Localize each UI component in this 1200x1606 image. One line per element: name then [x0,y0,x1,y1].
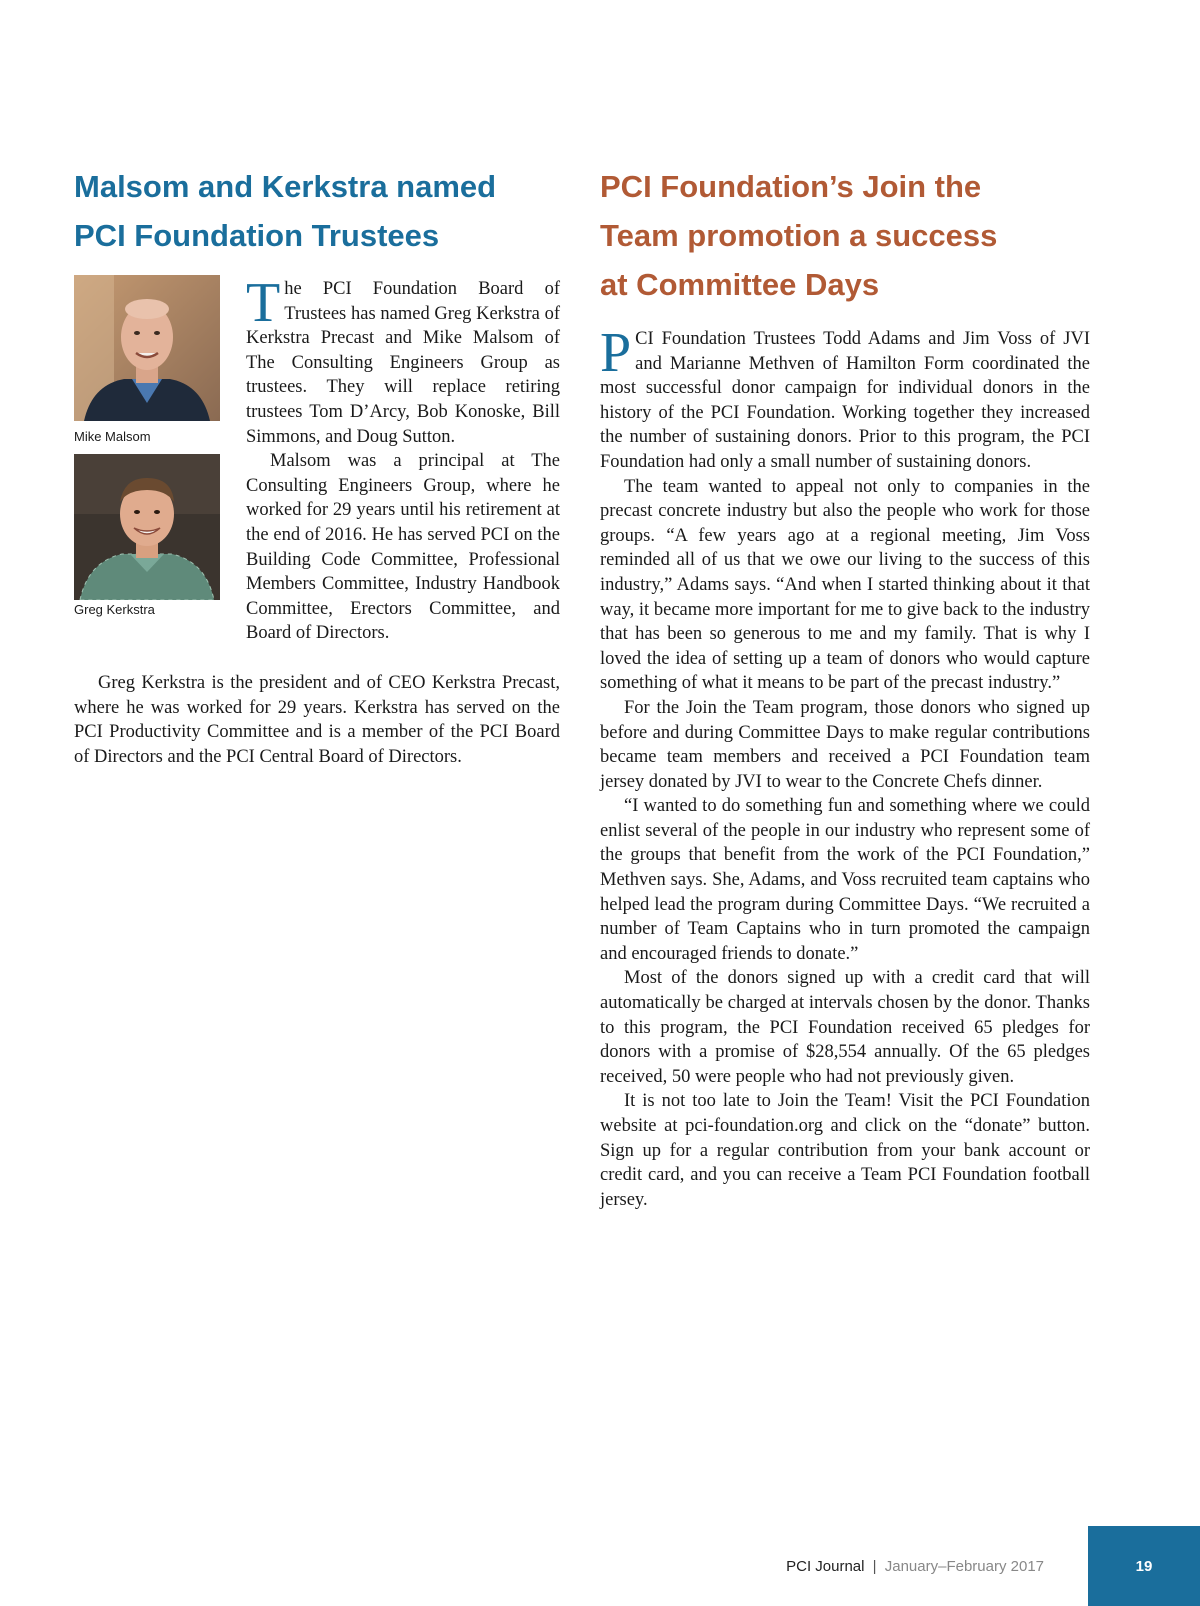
left-title-line-1: Malsom and Kerkstra named [74,169,497,204]
mike-malsom-photo [74,275,220,421]
footer-separator: | [872,1558,877,1575]
right-paragraph-1-text: CI Foundation Trustees Todd Adams and Jim Voss of JVI and Marianne Methven of Hamilton Form coordinated the most successful donor campaign for individual donors in the history of the PCI Foundation. Working together they increased the number of sustaining donors. Prior to this program, the PCI Foundation had only a small number of sustaining donors. [600,329,1090,472]
footer-journal-name: PCI Journal [786,1558,865,1575]
right-article-title [600,162,1120,309]
footer-running-head [786,1558,1044,1575]
page-number: 19 [1135,1558,1153,1575]
right-article-body [600,322,1090,1212]
right-paragraph-6: It is not too late to Join the Team! Visit the PCI Foundation website at pci-foundation.org and click on the “donate” button. Sign up for a regular contribution from your bank account or credit card, and you can receive a Team PCI Foundation football jersey. [600,1091,1090,1210]
left-article-body-full [74,671,560,769]
left-paragraph-2: Malsom was a principal at The Consulting Engineers Group, where he worked for 29 years until his retirement at the end of 2016. He has served PCI on the Building Code Committee, Professional Members Committee, Industry Handbook Committee, Erectors Committee, and Board of Directors. [246,451,560,644]
left-paragraph-1-text: he PCI Foundation Board of Trustees has named Greg Kerkstra of Kerkstra Precast and Mike Malsom of The Consulting Engineers Group as trustees. They will replace retiring trustees Tom D’Arcy, Bob Konoske, Bill Simmons, and Doug Sutton. [246,279,560,447]
portrait-image-2 [74,454,220,600]
greg-kerkstra-photo [74,454,220,600]
right-paragraph-5: Most of the donors signed up with a credit card that will automatically be charged at intervals chosen by the donor. Thanks to this program, the PCI Foundation received 65 pledges for donors with a promise of $28,554 annually. Of the 65 pledges received, 50 were people who had not previously given. [600,968,1090,1087]
right-paragraph-3: For the Join the Team program, those donors who signed up before and during Committee Days to make regular contributions became team members and received a PCI Foundation team jersey donated by JVI to wear to the Concrete Chefs dinner. [600,697,1090,792]
right-title-line-3: at Committee Days [600,267,880,302]
photo-caption-1: Mike Malsom [74,429,151,444]
page-number-box [1088,1526,1200,1606]
right-title-line-1: PCI Foundation’s Join the [600,169,982,204]
left-article-body-column [246,272,560,646]
left-paragraph-3: Greg Kerkstra is the president and of CEO Kerkstra Precast, where he was worked for 29 years. Kerkstra has served on the PCI Productivity Committee and is a member of the PCI Board of Directors and the PCI Central Board of Directors. [74,673,560,767]
left-title-line-2: PCI Foundation Trustees [74,218,440,253]
portrait-image-1 [74,275,220,421]
right-paragraph-2: The team wanted to appeal not only to companies in the precast concrete industry but also the people who work for those groups. “A few years ago at a regional meeting, Jim Voss reminded all of us that we owe our living to the success of this industry,” Adams says. “And when I started thinking about it that way, it became more important for me to give back to the industry that has been so generous to me and my family. That is why I loved the idea of setting up a team of donors who would capture something of what it means to be part of the precast industry.” [600,476,1090,694]
left-article-title [74,162,554,260]
left-dropcap: T [246,272,281,334]
footer-issue-date: January–February 2017 [884,1558,1044,1575]
photo-caption-2: Greg Kerkstra [74,602,155,617]
right-title-line-2: Team promotion a success [600,218,998,253]
left-paragraph-1 [246,272,560,449]
right-dropcap: P [600,322,632,384]
right-paragraph-1 [600,322,1090,475]
right-paragraph-4: “I wanted to do something fun and something where we could enlist several of the people in our industry who represent some of the groups that benefit from the work of the PCI Foundation,” Methven says. She, Adams, and Voss recruited team captains who helped lead the program during Committee Days. “We recruited a number of Team Captains who in turn promoted the campaign and encouraged friends to donate.” [600,796,1090,964]
